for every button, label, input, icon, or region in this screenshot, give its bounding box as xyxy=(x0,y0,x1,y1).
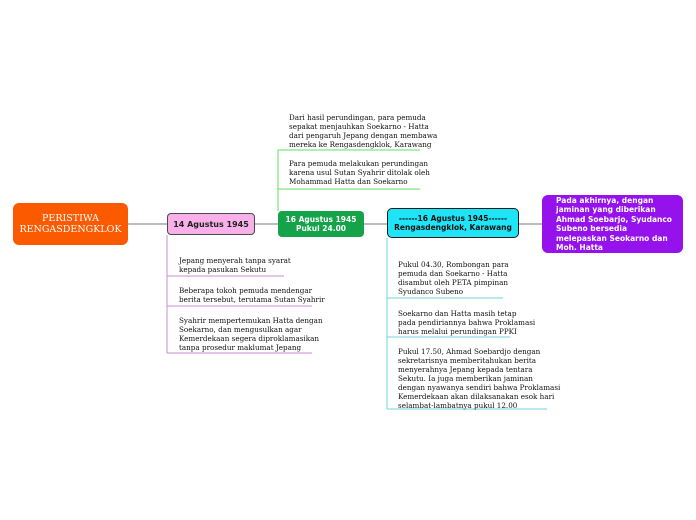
note-tokoh-pemuda[interactable]: Beberapa tokoh pemuda mendengar berita tersebut, terutama Sutan Syahrir xyxy=(179,286,325,304)
note-soekarno-hatta-pendirian[interactable]: Soekarno dan Hatta masih tetap pada pendiriannya bahwa Proklamasi harus melalui perundingan PPKI xyxy=(398,309,536,336)
note-jepang-menyerah[interactable]: Jepang menyerah tanpa syarat kepada pasukan Sekutu xyxy=(179,256,291,274)
root-topic-label: PERISTIWA RENGASDENGKLOK xyxy=(19,213,122,235)
note-pukul-1750[interactable]: Pukul 17.50, Ahmad Soebardjo dengan sekretarisnya memberitahukan berita menyerahnya Jepang kepada tentara Sekutu. Ia juga memberikan jaminan dengan nyawanya sendiri bahwa Proklamasi Kemerdekaan akan dilaksanakan esok hari selambat-lambatnya pukul 12.00 xyxy=(398,347,561,410)
note-syahrir[interactable]: Syahrir mempertemukan Hatta dengan Soekarno, dan mengusulkan agar Kemerdekaan segera diproklamasikan tanpa prosedur maklumat Jepang xyxy=(179,316,323,352)
note-perundingan-ditolak[interactable]: Para pemuda melakukan perundingan karena usul Sutan Syahrir ditolak oleh Mohammad Hatta dan Soekarno xyxy=(289,159,430,186)
conclusion-node[interactable] xyxy=(542,195,683,253)
note-pukul-0430[interactable]: Pukul 04.30, Rombongan para pemuda dan Soekarno - Hatta disambut oleh PETA pimpinan Syudanco Subeno xyxy=(398,260,509,296)
conclusion-label: Pada akhirnya, dengan jaminan yang diberikan Ahmad Soebarjo, Syudanco Subeno bersedia melepaskan Seokarno dan Moh. Hatta xyxy=(556,195,672,252)
date-14-agustus-label: 14 Agustus 1945 xyxy=(173,219,249,229)
date-16-agustus-rengasdengklok-label: ------16 Agustus 1945------ Rengasdengklok, Karawang xyxy=(394,214,512,232)
date-16-agustus-rengasdengklok-node[interactable] xyxy=(387,208,519,238)
date-14-agustus-node[interactable] xyxy=(167,213,255,235)
date-16-agustus-2400-node[interactable] xyxy=(278,211,364,237)
date-16-agustus-2400-label: 16 Agustus 1945 Pukul 24.00 xyxy=(285,215,357,233)
note-perundingan-sepakat[interactable]: Dari hasil perundingan, para pemuda sepakat menjauhkan Soekarno - Hatta dari pengaruh Jepang dengan membawa mereka ke Rengasdengklok, Karawang xyxy=(289,113,438,149)
root-topic-node[interactable] xyxy=(13,203,128,245)
